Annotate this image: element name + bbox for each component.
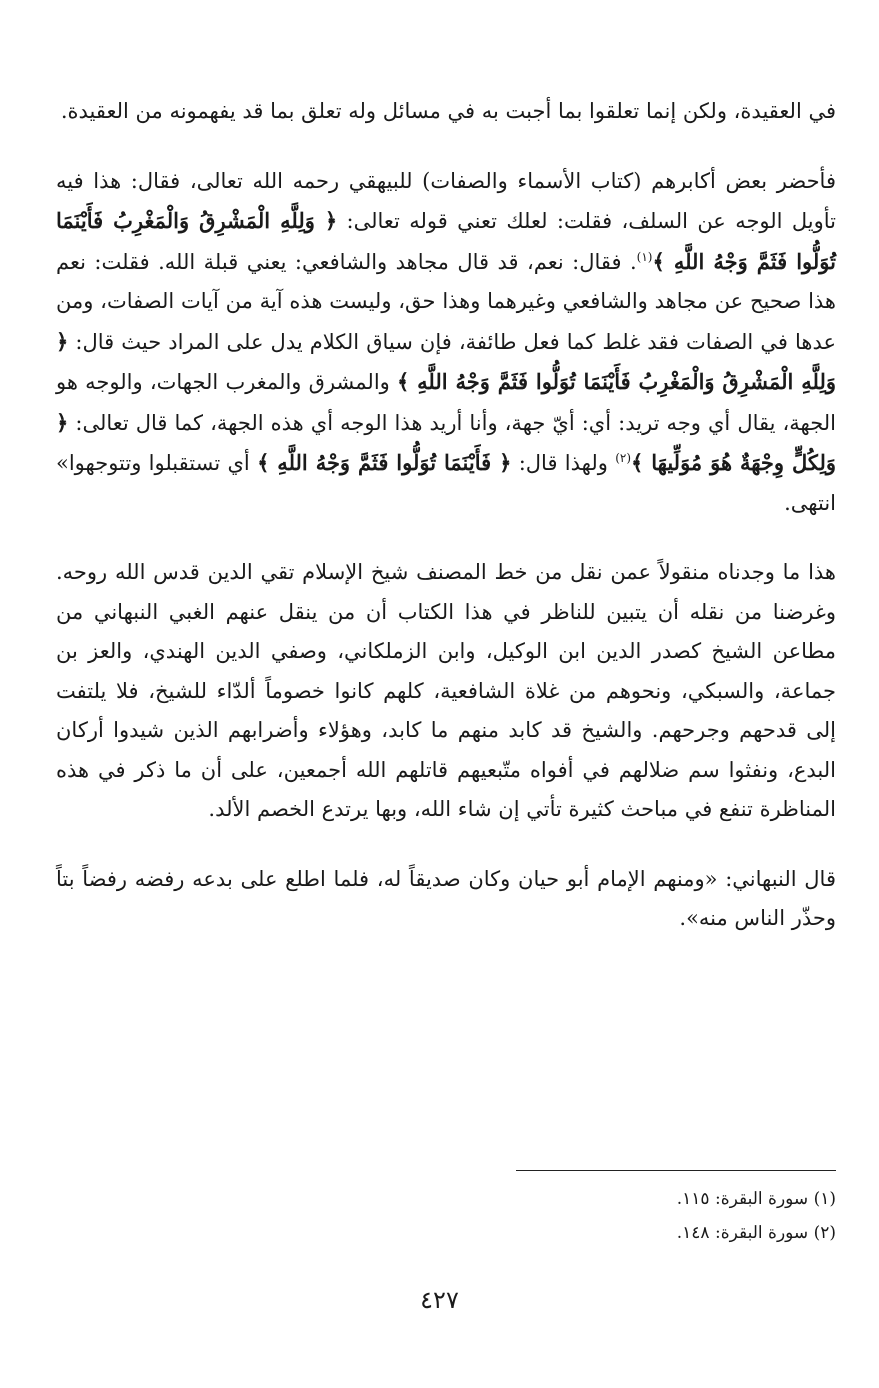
paragraph-text: قال النبهاني: «ومنهم الإمام أبو حيان وكان صديقاً له، فلما اطلع على بدعه رفضه رفضاً بتاً وحذّر الناس منه». (56, 866, 836, 930)
footnote-marker: (٢) (615, 451, 632, 465)
quran-verse: ﴿ وَلِلَّهِ الْمَشْرِقُ وَالْمَغْرِبُ فَأَيْنَمَا تُوَلُّوا فَثَمَّ وَجْهُ اللَّهِ ﴾ (56, 328, 836, 394)
quran-verse: ﴿ فَأَيْنَمَا تُوَلُّوا فَثَمَّ وَجْهُ اللَّهِ ﴾ (257, 450, 512, 475)
paragraph-2 (56, 162, 836, 524)
paragraph-text: أي تستقبلوا وتتوجهوا» انتهى. (56, 451, 836, 515)
paragraph-3 (56, 553, 836, 830)
footnote-marker: (١) (636, 249, 653, 264)
quran-verse: ﴿ وَلِلَّهِ الْمَشْرِقُ وَالْمَغْرِبُ فَأَيْنَمَا تُوَلُّوا فَثَمَّ وَجْهُ اللَّهِ ﴾ (56, 208, 836, 274)
footnote-2: (٢) سورة البقرة: ١٤٨. (676, 1223, 836, 1243)
footnotes (56, 1182, 836, 1250)
paragraph-text: في العقيدة، ولكن إنما تعلقوا بما أجبت به في مسائل وله تعلق بما قد يفهمونه من العقيدة. (60, 99, 836, 123)
paragraph-text: ولهذا قال: (511, 451, 616, 475)
footnote-1: (١) سورة البقرة: ١١٥. (676, 1189, 836, 1209)
paragraph-text: والمشرق والمغرب الجهات، والوجه هو الجهة، يقال أي وجه تريد: أي: أيّ جهة، وأنا أريد هذا الوجه أي هذه الجهة، كما قال تعالى: (56, 370, 836, 435)
paragraph-text: . فقال: نعم، قد قال مجاهد والشافعي: يعني قبلة الله. فقلت: نعم هذا صحيح عن مجاهد والشافعي وغيرهما وهذا حق، وليست هذه آية من آيات الصفات، ومن عدها في الصفات فقد غلط كما فعل طائفة، فإن سياق الكلام يدل على المراد حيث قال: (56, 249, 836, 354)
quran-verse: ﴿ وَلِكُلٍّ وِجْهَةٌ هُوَ مُوَلِّيهَا ﴾ (56, 409, 837, 475)
footnote-divider (516, 1170, 836, 1171)
paragraph-text: هذا ما وجدناه منقولاً عمن نقل من خط المصنف شيخ الإسلام تقي الدين قدس الله روحه. وغرضنا من نقله أن يتبين للناظر في هذا الكتاب أن من ينقل عنهم الغبي النبهاني من مطاعن الشيخ كصدر الدين ابن الوكيل، وابن الزملكاني، وصفي الدين الهندي، والعز بن جماعة، والسبكي، ونحوهم من غلاة الشافعية، كلهم كانوا خصوماً ألدّاء للشيخ، فلا يلتفت إلى قدحهم وجرحهم. والشيخ قد كابد منهم ما كابد، وهؤلاء وأضرابهم الذين شيدوا أركان البدع، ونفثوا سم ضلالهم في أفواه متّبعيهم قاتلهم الله أجمعين، على أن ما ذكر في هذه المناظرة تنفع في مباحث كثيرة تأتي إن شاء الله، وبها يرتدع الخصم الألد. (56, 560, 836, 821)
paragraph-4 (56, 860, 836, 939)
paragraph-1 (56, 92, 836, 132)
page-number: ٤٢٧ (420, 1286, 459, 1314)
paragraph-text: فأحضر بعض أكابرهم (كتاب الأسماء والصفات) للبيهقي رحمه الله تعالى، فقال: هذا فيه تأويل الوجه عن السلف، فقلت: لعلك تعني قوله تعالى: (56, 168, 837, 233)
page-body (56, 92, 836, 939)
